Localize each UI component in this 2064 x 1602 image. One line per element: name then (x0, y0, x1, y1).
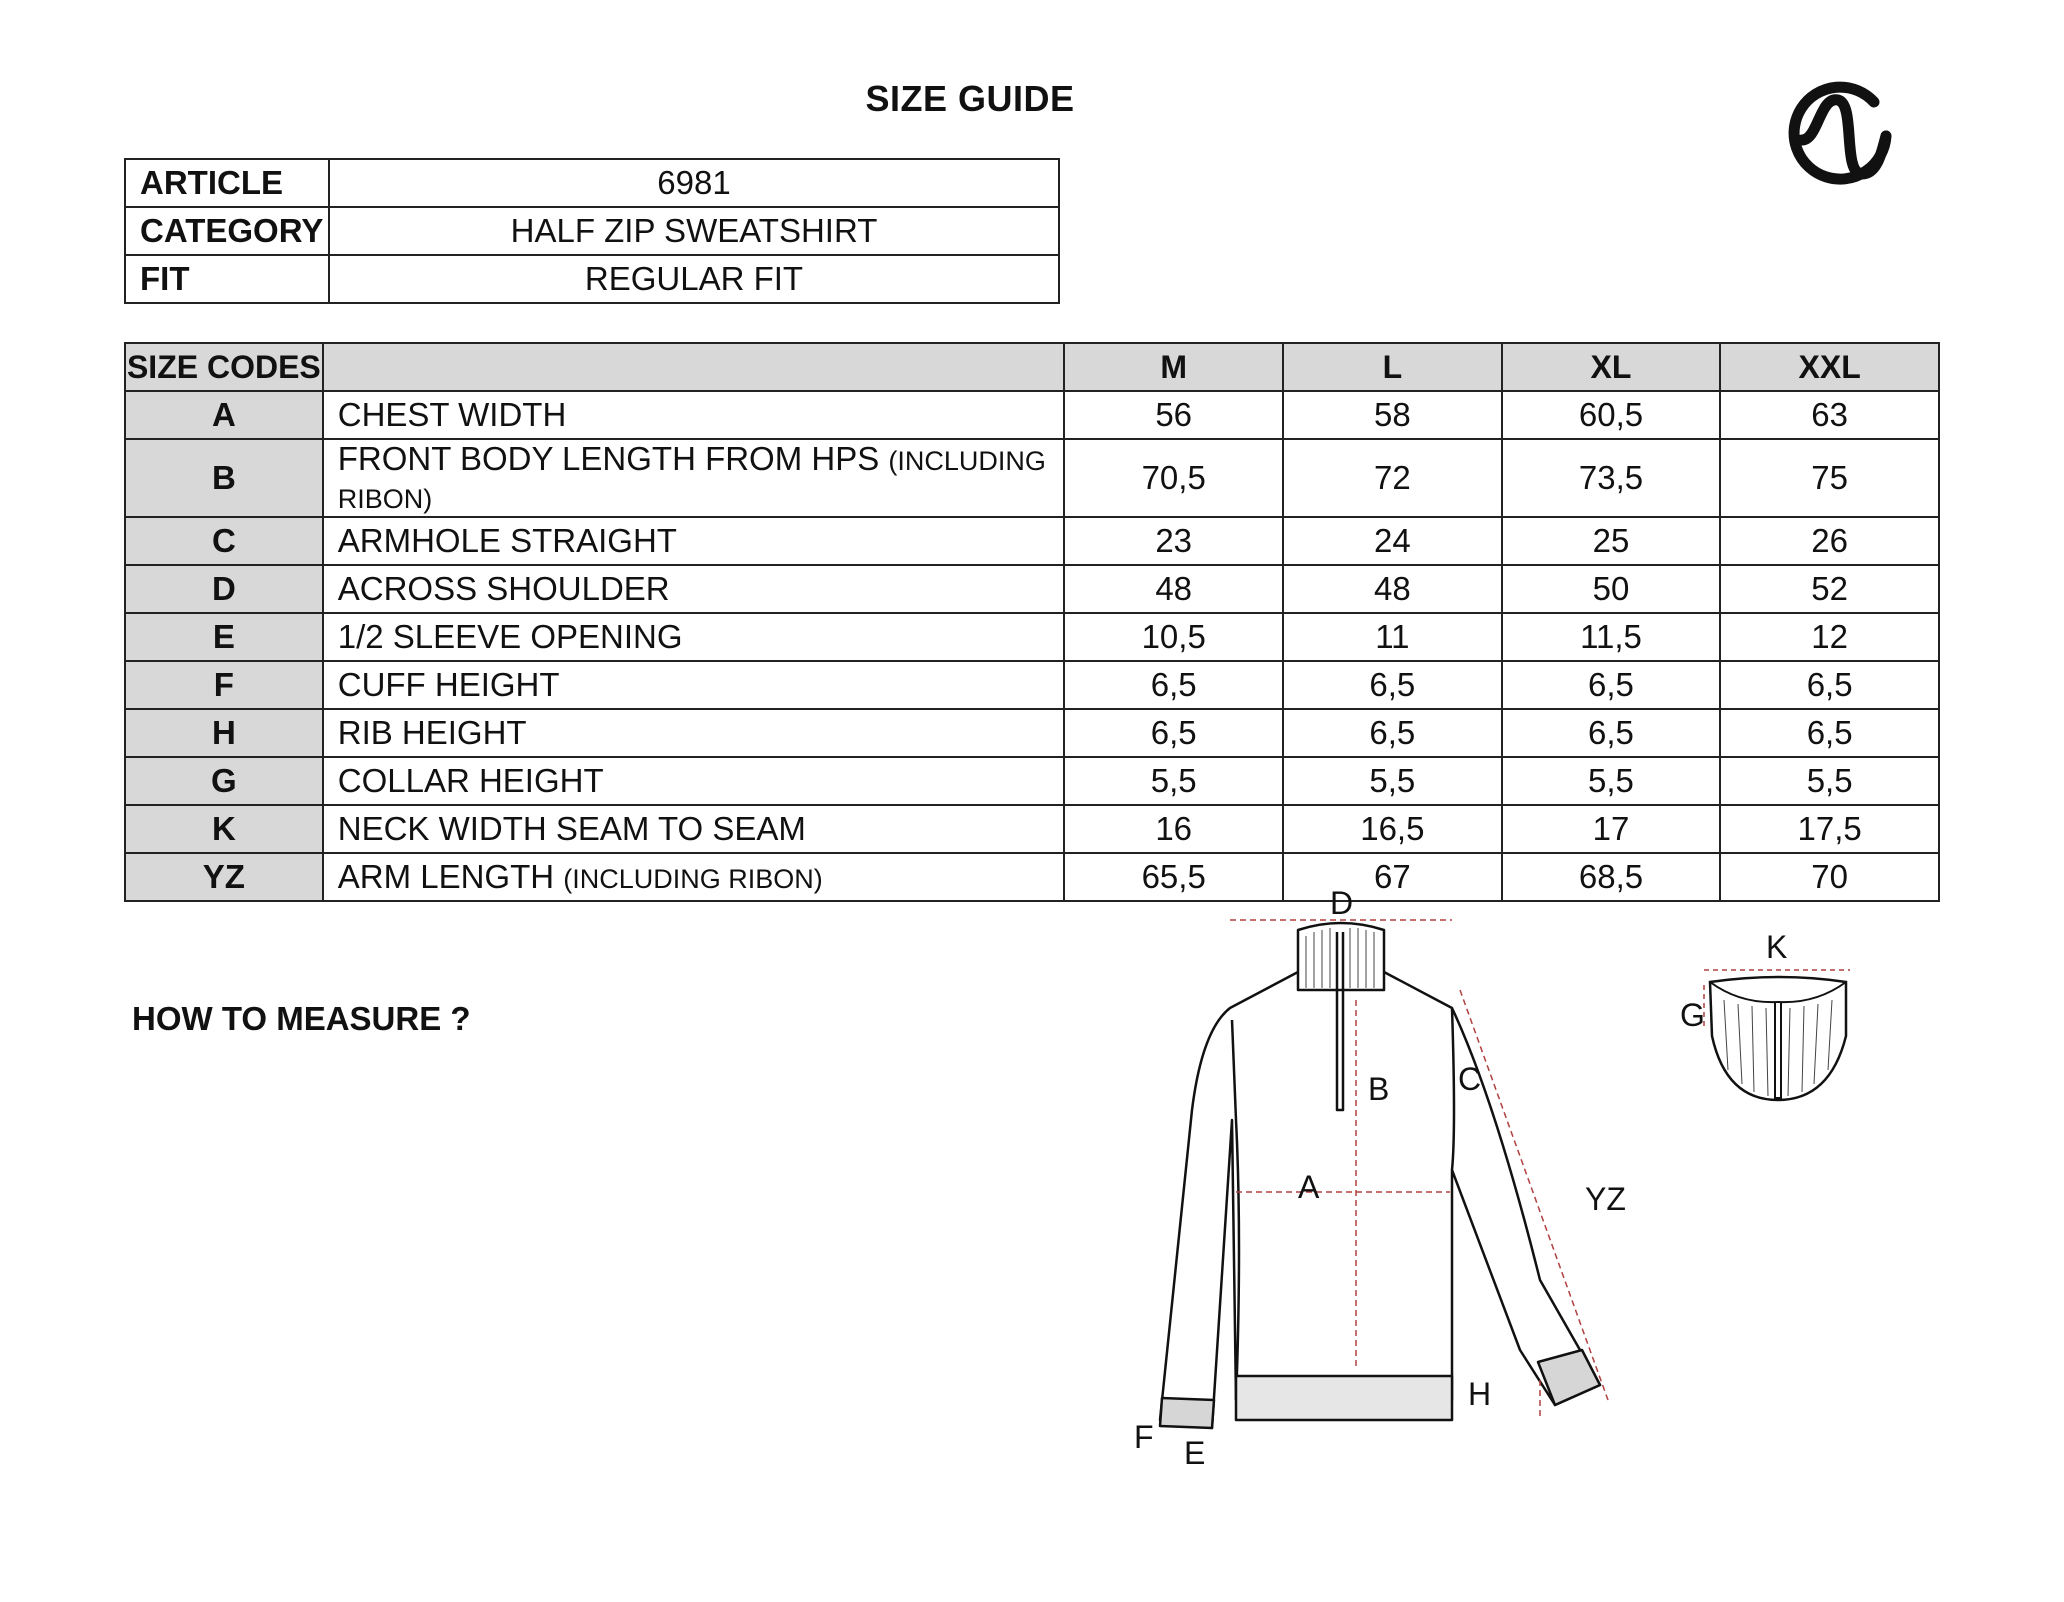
size-code: C (125, 517, 323, 565)
size-code: H (125, 709, 323, 757)
info-value: 6981 (329, 159, 1059, 207)
zipper (1337, 932, 1343, 1110)
label-c: C (1458, 1061, 1482, 1097)
size-value: 16 (1064, 805, 1283, 853)
measurement-name: RIB HEIGHT (337, 714, 527, 751)
label-g: G (1680, 997, 1705, 1033)
size-code: B (125, 439, 323, 517)
measurement-note: (INCLUDING RIBON) (337, 446, 1046, 514)
size-code: A (125, 391, 323, 439)
measurement-name: FRONT BODY LENGTH FROM HPS (337, 440, 880, 477)
label-f: F (1134, 1419, 1154, 1455)
label-d: D (1330, 885, 1354, 921)
how-to-measure-heading: HOW TO MEASURE ? (132, 1000, 471, 1037)
measurement-description (323, 757, 1065, 805)
size-value: 6,5 (1502, 709, 1721, 757)
size-value: 6,5 (1064, 661, 1283, 709)
measurement-description (323, 613, 1065, 661)
size-value: 50 (1502, 565, 1721, 613)
size-value: 73,5 (1502, 439, 1721, 517)
info-label: ARTICLE (125, 159, 329, 207)
label-e: E (1184, 1435, 1206, 1471)
measurement-description (323, 661, 1065, 709)
collar-detail-diagram (1680, 930, 1870, 1110)
size-code: K (125, 805, 323, 853)
sweatshirt-diagram (1100, 880, 1720, 1500)
size-value: 52 (1720, 565, 1939, 613)
measurement-description (323, 709, 1065, 757)
size-value: 16,5 (1283, 805, 1502, 853)
size-value: 70,5 (1064, 439, 1283, 517)
size-value: 58 (1283, 391, 1502, 439)
measurement-name: ARM LENGTH (337, 858, 555, 895)
size-row (125, 757, 1939, 805)
size-code: E (125, 613, 323, 661)
label-h: H (1468, 1376, 1492, 1412)
wave-circle-logo-icon (1782, 78, 1898, 194)
size-value: 11,5 (1502, 613, 1721, 661)
size-value: 10,5 (1064, 613, 1283, 661)
info-label: FIT (125, 255, 329, 303)
measurement-name: ARMHOLE STRAIGHT (337, 522, 677, 559)
size-value: 6,5 (1720, 709, 1939, 757)
size-value: 11 (1283, 613, 1502, 661)
label-k: K (1766, 930, 1788, 965)
size-row (125, 613, 1939, 661)
label-b: B (1368, 1071, 1390, 1107)
measurement-description (323, 439, 1065, 517)
collar-zipper (1775, 1002, 1781, 1098)
size-row (125, 709, 1939, 757)
size-value: 25 (1502, 517, 1721, 565)
size-value: 5,5 (1720, 757, 1939, 805)
description-header (323, 343, 1065, 391)
size-value: 60,5 (1502, 391, 1721, 439)
info-value: HALF ZIP SWEATSHIRT (329, 207, 1059, 255)
size-row (125, 805, 1939, 853)
size-value: 17,5 (1720, 805, 1939, 853)
measurement-description (323, 805, 1065, 853)
page-title: SIZE GUIDE (865, 78, 1075, 119)
size-code: D (125, 565, 323, 613)
info-label: CATEGORY (125, 207, 329, 255)
size-row (125, 391, 1939, 439)
size-value: 23 (1064, 517, 1283, 565)
size-row (125, 661, 1939, 709)
size-value: 26 (1720, 517, 1939, 565)
measurement-description (323, 517, 1065, 565)
size-value: 48 (1283, 565, 1502, 613)
size-code: G (125, 757, 323, 805)
size-value: 70 (1720, 853, 1939, 901)
measurement-description (323, 565, 1065, 613)
label-a: A (1298, 1169, 1320, 1205)
right-cuff (1538, 1350, 1600, 1405)
size-value: 6,5 (1283, 709, 1502, 757)
measurement-note: (INCLUDING RIBON) (563, 864, 823, 894)
size-value: 17 (1502, 805, 1721, 853)
size-value: 5,5 (1283, 757, 1502, 805)
size-header: M (1064, 343, 1283, 391)
size-value: 75 (1720, 439, 1939, 517)
size-row (125, 439, 1939, 517)
measurement-description (323, 391, 1065, 439)
size-chart-table (124, 342, 1940, 902)
size-value: 24 (1283, 517, 1502, 565)
label-yz: YZ (1585, 1181, 1626, 1217)
size-value: 6,5 (1502, 661, 1721, 709)
body-outline (1160, 972, 1600, 1428)
size-codes-header: SIZE CODES (125, 343, 323, 391)
size-value: 65,5 (1064, 853, 1283, 901)
size-value: 72 (1283, 439, 1502, 517)
size-row (125, 565, 1939, 613)
size-value: 5,5 (1502, 757, 1721, 805)
size-value: 68,5 (1502, 853, 1721, 901)
info-value: REGULAR FIT (329, 255, 1059, 303)
size-value: 56 (1064, 391, 1283, 439)
left-cuff (1160, 1398, 1214, 1428)
hem-rib (1236, 1376, 1452, 1420)
collar-outline (1710, 977, 1846, 1100)
size-value: 67 (1283, 853, 1502, 901)
size-code: F (125, 661, 323, 709)
measurement-description (323, 853, 1065, 901)
measurement-name: CUFF HEIGHT (337, 666, 560, 703)
size-header: L (1283, 343, 1502, 391)
size-value: 5,5 (1064, 757, 1283, 805)
size-value: 12 (1720, 613, 1939, 661)
size-code: YZ (125, 853, 323, 901)
measurement-name: NECK WIDTH SEAM TO SEAM (337, 810, 806, 847)
size-value: 48 (1064, 565, 1283, 613)
info-row (125, 159, 1059, 207)
measurement-name: 1/2 SLEEVE OPENING (337, 618, 683, 655)
info-row (125, 207, 1059, 255)
size-value: 6,5 (1283, 661, 1502, 709)
article-info-table (124, 158, 1060, 304)
size-header: XXL (1720, 343, 1939, 391)
size-value: 63 (1720, 391, 1939, 439)
measurement-name: CHEST WIDTH (337, 396, 567, 433)
size-value: 6,5 (1064, 709, 1283, 757)
size-header-row (125, 343, 1939, 391)
size-row (125, 517, 1939, 565)
size-value: 6,5 (1720, 661, 1939, 709)
size-header: XL (1502, 343, 1721, 391)
measurement-name: COLLAR HEIGHT (337, 762, 604, 799)
collar-outline (1298, 923, 1384, 990)
info-row (125, 255, 1059, 303)
measurement-name: ACROSS SHOULDER (337, 570, 670, 607)
